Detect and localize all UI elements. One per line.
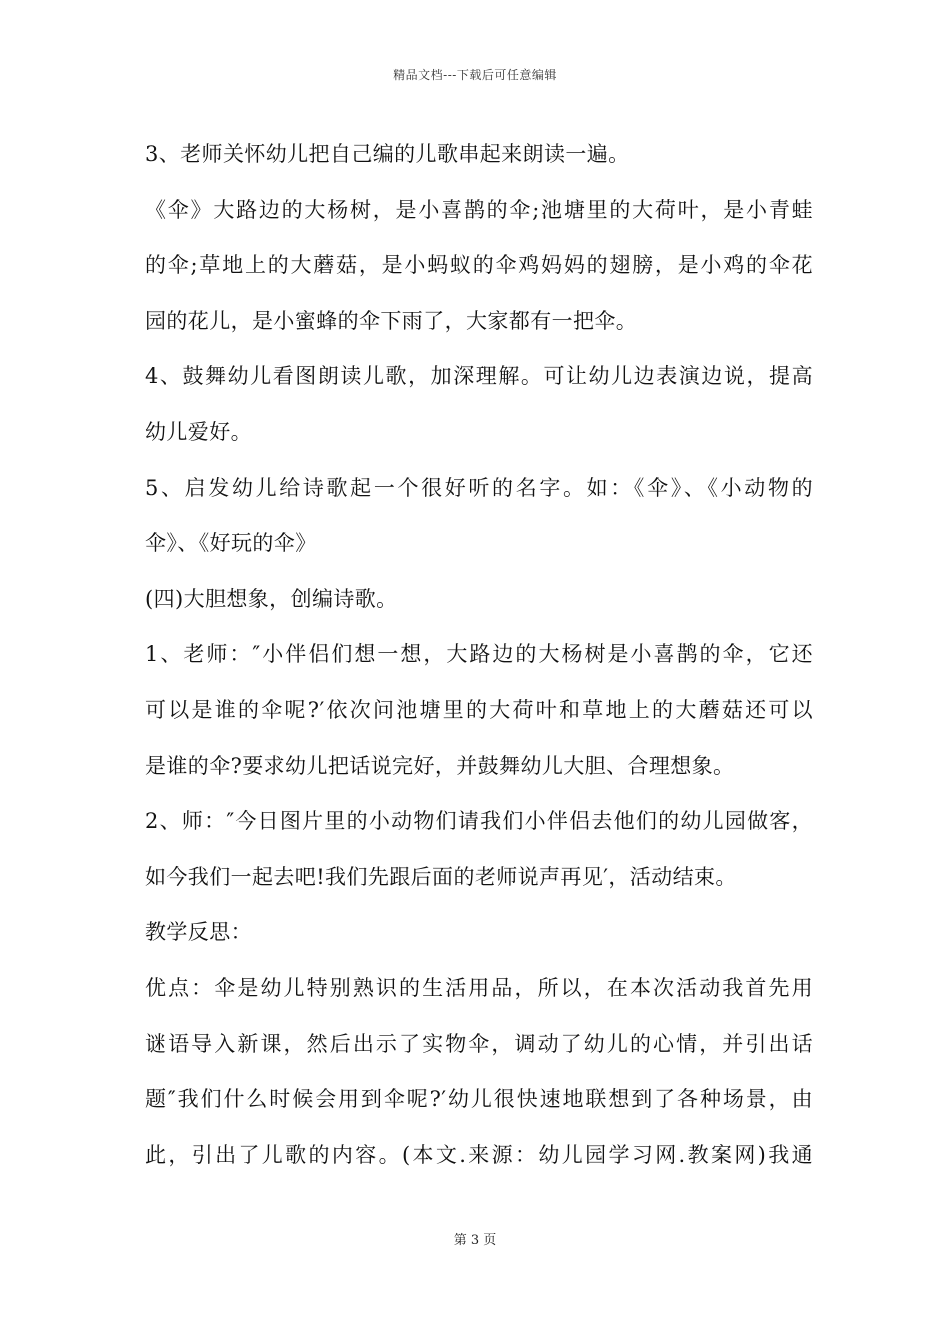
text-line: 的伞;草地上的大蘑菇，是小蚂蚁的伞鸡妈妈的翅膀，是小鸡的伞花 bbox=[145, 253, 813, 278]
text-line: 幼儿爱好。 bbox=[145, 419, 252, 444]
page-header: 精品文档---下载后可任意编辑 bbox=[393, 68, 557, 82]
section-heading: (四)大胆想象，创编诗歌。 bbox=[145, 586, 398, 611]
text-line: 3、老师关怀幼儿把自己编的儿歌串起来朗读一遍。 bbox=[145, 142, 630, 166]
text-line: 优点：伞是幼儿特别熟识的生活用品，所以，在本次活动我首先用 bbox=[145, 975, 813, 1000]
text-line: 题″我们什么时候会用到伞呢?′幼儿很快速地联想到了各种场景，由 bbox=[145, 1087, 813, 1112]
section-heading: 教学反思： bbox=[145, 920, 252, 945]
text-line: 《伞》大路边的大杨树，是小喜鹊的伞;池塘里的大荷叶，是小青蛙 bbox=[145, 197, 813, 222]
text-line: 5、启发幼儿给诗歌起一个很好听的名字。如：《伞》、《小动物的 bbox=[145, 475, 813, 500]
page-number: 第 3 页 bbox=[453, 1233, 497, 1248]
text-line: 4、鼓舞幼儿看图朗读儿歌，加深理解。可让幼儿边表演边说，提高 bbox=[145, 364, 813, 389]
text-line: 2、师：″今日图片里的小动物们请我们小伴侣去他们的幼儿园做客， bbox=[145, 809, 813, 834]
text-line: 如今我们一起去吧!我们先跟后面的老师说声再见′，活动结束。 bbox=[145, 864, 737, 889]
text-line: 园的花儿，是小蜜蜂的伞下雨了，大家都有一把伞。 bbox=[145, 308, 638, 333]
text-line: 此，引出了儿歌的内容。(本文.来源：幼儿园学习网.教案网)我通 bbox=[145, 1142, 813, 1167]
document-body bbox=[145, 127, 813, 1183]
text-line: 谜语导入新课，然后出示了实物伞，调动了幼儿的心情，并引出话 bbox=[145, 1031, 813, 1056]
text-line: 伞》、《好玩的伞》 bbox=[145, 531, 317, 556]
text-line: 可以是谁的伞呢?′依次问池塘里的大荷叶和草地上的大蘑菇还可以 bbox=[145, 697, 813, 722]
text-line: 1、老师：″小伴侣们想一想，大路边的大杨树是小喜鹊的伞，它还 bbox=[145, 642, 813, 667]
text-line: 是谁的伞?要求幼儿把话说完好，并鼓舞幼儿大胆、合理想象。 bbox=[145, 753, 735, 778]
